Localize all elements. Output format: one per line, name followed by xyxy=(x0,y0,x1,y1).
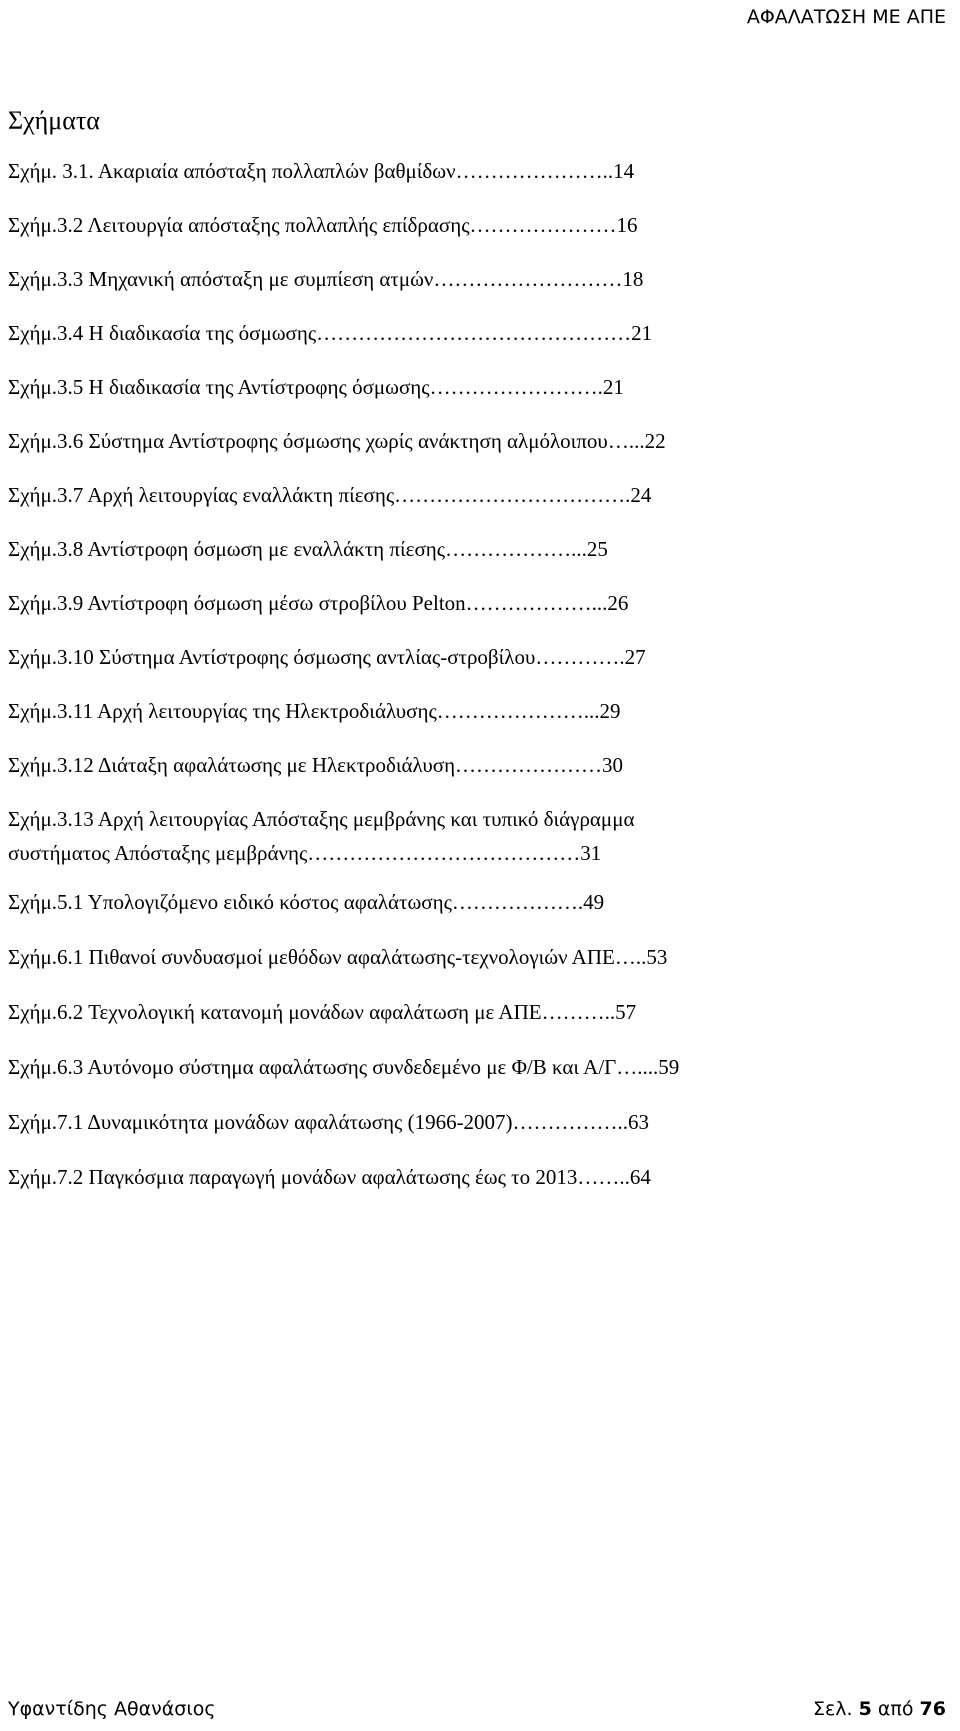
figure-entry: Σχήμ.3.12 Διάταξη αφαλάτωσης με Ηλεκτροδιάλυση…………………30 xyxy=(8,753,624,777)
page-total: 76 xyxy=(919,1698,946,1720)
figure-entry: Σχήμ.3.3 Μηχανική απόσταξη με συμπίεση ατμών………………………18 xyxy=(8,267,644,291)
figure-entry: Σχήμ.6.1 Πιθανοί συνδυασμοί μεθόδων αφαλάτωσης-τεχνολογιών ΑΠΕ…..53 xyxy=(8,945,668,969)
figure-entry: Σχήμ. 3.1. Ακαριαία απόσταξη πολλαπλών βαθμίδων…………………..14 xyxy=(8,159,635,183)
section-heading: Σχήματα xyxy=(8,106,100,135)
figure-entry: Σχήμ.3.5 Η διαδικασία της Αντίστροφης όσμωσης…………………….21 xyxy=(8,375,624,399)
page-prefix: Σελ. xyxy=(813,1698,853,1720)
figure-entry: Σχήμ.3.10 Σύστημα Αντίστροφης όσμωσης αντλίας-στροβίλου………….27 xyxy=(8,645,646,669)
figure-entry: Σχήμ.5.1 Υπολογιζόμενο ειδικό κόστος αφαλάτωσης……………….49 xyxy=(8,890,605,914)
page-current: 5 xyxy=(858,1698,872,1720)
figure-entry: Σχήμ.3.2 Λειτουργία απόσταξης πολλαπλής επίδρασης…………………16 xyxy=(8,213,638,237)
figure-entry: Σχήμ.6.3 Αυτόνομο σύστημα αφαλάτωσης συνδεδεμένο με Φ/Β και Α/Γ…....59 xyxy=(8,1055,680,1079)
figure-entry: Σχήμ.3.7 Αρχή λειτουργίας εναλλάκτη πίεσης…………………………….24 xyxy=(8,483,652,507)
figure-entry: Σχήμ.3.8 Αντίστροφη όσμωση με εναλλάκτη πίεσης………………...25 xyxy=(8,537,608,561)
figure-entry: Σχήμ.3.11 Αρχή λειτουργίας της Ηλεκτροδιάλυσης…………………...29 xyxy=(8,699,621,723)
figure-entry: Σχήμ.6.2 Τεχνολογική κατανομή μονάδων αφαλάτωση με ΑΠΕ………..57 xyxy=(8,1000,637,1024)
figure-entry: Σχήμ.3.9 Αντίστροφη όσμωση μέσω στροβίλου Pelton………………...26 xyxy=(8,591,629,615)
footer-author: Υφαντίδης Αθανάσιος xyxy=(8,1698,216,1720)
figure-entry: Σχήμ.3.6 Σύστημα Αντίστροφης όσμωσης χωρίς ανάκτηση αλμόλοιπου…...22 xyxy=(8,429,666,453)
figure-entry: Σχήμ.3.4 Η διαδικασία της όσμωσης………………………………………21 xyxy=(8,321,653,345)
figure-entry: Σχήμ.7.1 Δυναμικότητα μονάδων αφαλάτωσης (1966-2007)……………..63 xyxy=(8,1110,650,1134)
running-header: ΑΦΑΛΑΤΩΣΗ ΜΕ ΑΠΕ xyxy=(746,6,946,28)
page-separator: από xyxy=(877,1698,914,1720)
footer-page-number xyxy=(813,1698,946,1720)
figure-entry: Σχήμ.7.2 Παγκόσμια παραγωγή μονάδων αφαλάτωσης έως το 2013……..64 xyxy=(8,1165,651,1189)
figure-entry: Σχήμ.3.13 Αρχή λειτουργίας Απόσταξης μεμβράνης και τυπικό διάγραμμα συστήματος Απόσταξης μεμβράνης…………………………………31 xyxy=(8,807,635,865)
